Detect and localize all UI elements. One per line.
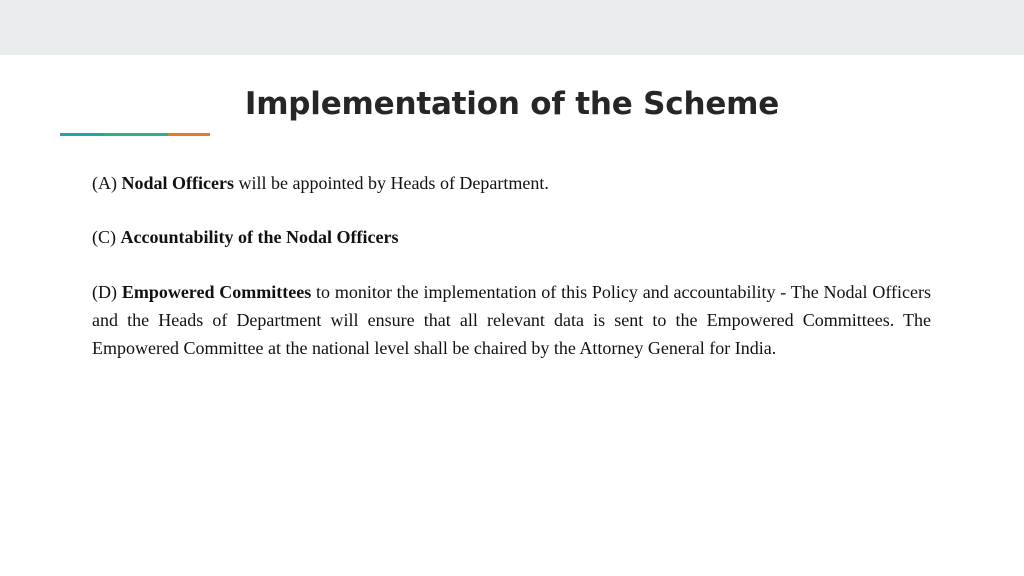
- paragraph-c: [92, 223, 931, 251]
- top-header-band: [0, 0, 1024, 55]
- accent-line-orange: [168, 133, 210, 136]
- paragraph-c-bold: Accountability of the Nodal Officers: [120, 227, 399, 247]
- paragraph-a: [92, 169, 931, 197]
- paragraph-d-bold: Empowered Committees: [121, 282, 312, 302]
- paragraph-a-text: will be appointed by Heads of Department.: [233, 173, 549, 193]
- accent-line-teal: [60, 133, 106, 136]
- paragraph-d-prefix: (D): [92, 282, 122, 302]
- paragraph-a-prefix: (A): [92, 173, 122, 193]
- paragraph-c-prefix: (C): [92, 227, 121, 247]
- paragraph-d: [92, 278, 931, 362]
- accent-line-green: [104, 133, 170, 136]
- slide-title: Implementation of the Scheme: [244, 86, 780, 122]
- paragraph-a-bold: Nodal Officers: [121, 173, 234, 193]
- paragraph-d-text: to monitor the implementation of this Policy and accountability - The Nodal Officers and the Heads of Department will ensure that all relevant data is sent to the Empowered Committees. The Empowered Committee at the national level shall be chaired by the Attorney General for India.: [92, 282, 931, 358]
